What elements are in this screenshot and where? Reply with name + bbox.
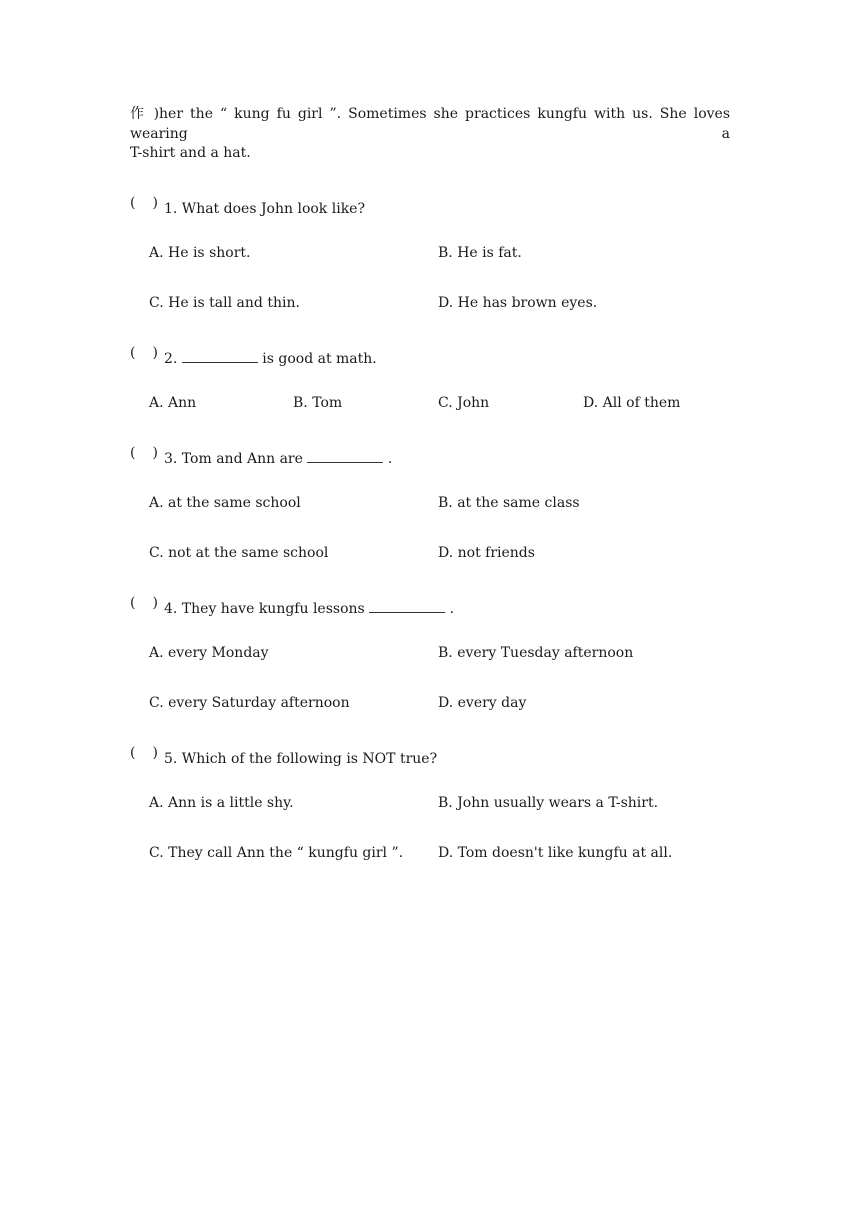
option-d: D. every day (438, 695, 527, 711)
question-stem-post: is good at math. (262, 351, 377, 367)
question-stem-pre: 3. Tom and Ann are (164, 451, 303, 467)
option-a: A. Ann (149, 395, 197, 411)
question-stem-pre: 2. (164, 351, 178, 367)
option-a: A. every Monday (149, 645, 269, 661)
bracket-open: ( (130, 595, 136, 611)
fill-in-blank[interactable] (182, 350, 258, 363)
option-c: C. every Saturday afternoon (149, 695, 350, 711)
bracket-close: ) (152, 745, 158, 761)
bracket-open: ( (130, 195, 136, 211)
question-stem: 1. What does John look like? (164, 201, 365, 217)
option-d: D. All of them (583, 395, 681, 411)
answer-bracket (130, 343, 164, 363)
bracket-close: ) (152, 345, 158, 361)
option-c: C. not at the same school (149, 545, 329, 561)
option-d: D. He has brown eyes. (438, 295, 598, 311)
option-a: A. at the same school (149, 495, 301, 511)
question-3 (130, 443, 392, 469)
question-stem-pre: 4. They have kungfu lessons (164, 601, 365, 617)
bracket-close: ) (152, 195, 158, 211)
question-1 (130, 193, 365, 219)
passage-line-1: 作 )her the “ kung fu girl ”. Sometimes she practices kungfu with us. She loves wearing a (130, 106, 730, 142)
option-a: A. He is short. (149, 245, 251, 261)
option-b: B. at the same class (438, 495, 580, 511)
option-d: D. not friends (438, 545, 535, 561)
option-b: B. John usually wears a T-shirt. (438, 795, 659, 811)
question-stem-post: . (387, 451, 393, 467)
question-5 (130, 743, 437, 769)
answer-bracket (130, 193, 164, 213)
option-c: C. He is tall and thin. (149, 295, 300, 311)
option-d: D. Tom doesn't like kungfu at all. (438, 845, 673, 861)
passage-line-2: T-shirt and a hat. (130, 145, 251, 161)
option-b: B. Tom (293, 395, 343, 411)
question-stem: 5. Which of the following is NOT true? (164, 751, 438, 767)
answer-bracket (130, 593, 164, 613)
bracket-open: ( (130, 445, 136, 461)
fill-in-blank[interactable] (307, 450, 383, 463)
bracket-close: ) (152, 445, 158, 461)
option-c: C. They call Ann the “ kungfu girl ”. (149, 845, 404, 861)
answer-bracket (130, 443, 164, 463)
option-b: B. every Tuesday afternoon (438, 645, 634, 661)
option-a: A. Ann is a little shy. (149, 795, 294, 811)
answer-bracket (130, 743, 164, 763)
question-stem-post: . (449, 601, 455, 617)
option-b: B. He is fat. (438, 245, 522, 261)
question-2 (130, 343, 377, 369)
bracket-open: ( (130, 345, 136, 361)
bracket-close: ) (152, 595, 158, 611)
question-4 (130, 593, 454, 619)
bracket-open: ( (130, 745, 136, 761)
fill-in-blank[interactable] (369, 600, 445, 613)
option-c: C. John (438, 395, 490, 411)
